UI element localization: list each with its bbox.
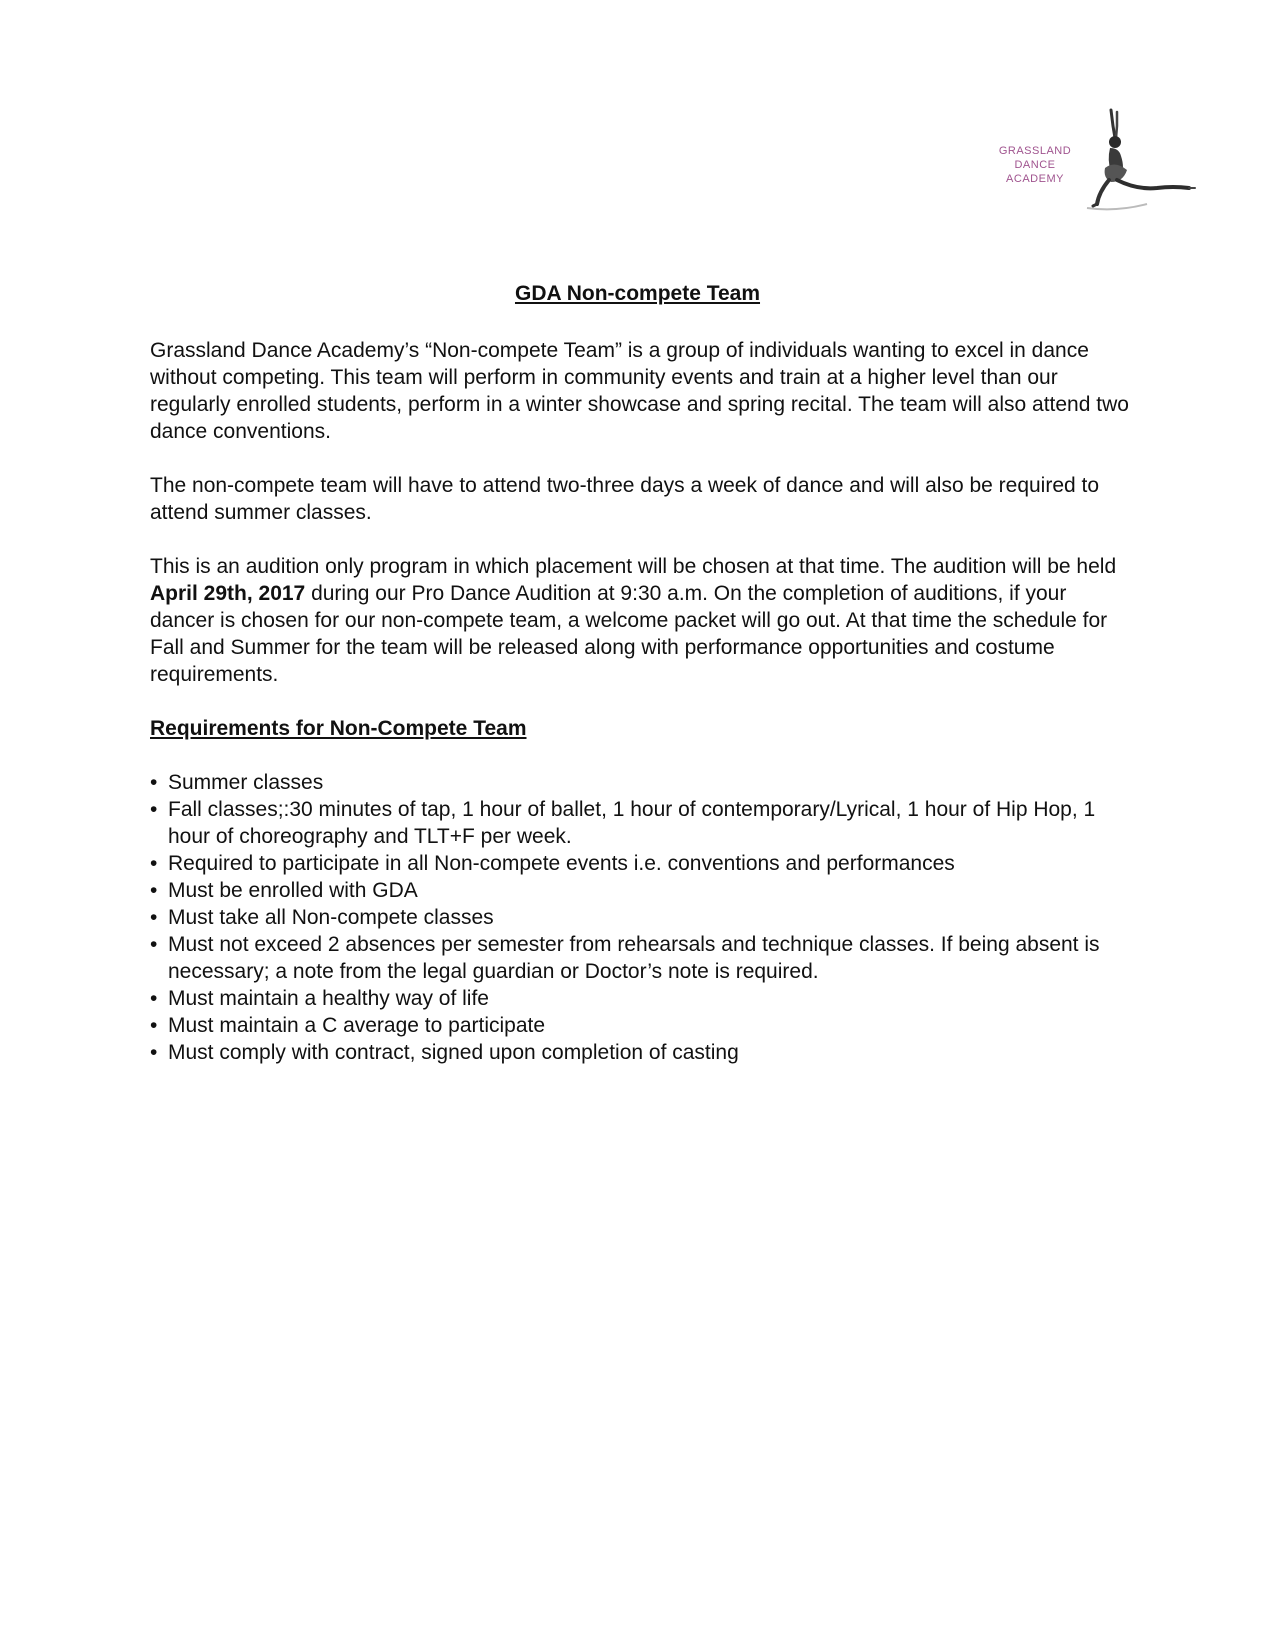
requirements-list [150, 769, 1130, 1066]
list-item: • Must take all Non-compete classes [150, 904, 1130, 931]
logo-wordmark [985, 144, 1085, 186]
document-body [150, 337, 1130, 1066]
attendance-paragraph: The non-compete team will have to attend two-three days a week of dance and will also be required to attend summer classes. [150, 474, 1100, 524]
intro-paragraph: Grassland Dance Academy’s “Non-compete Team” is a group of individuals wanting to excel in dance without competing. This team will perform in community events and train at a higher level than our regularly enrolled students, perform in a winter showcase and spring recital. The team will also attend two dance conventions. [150, 339, 1129, 443]
list-item: • Summer classes [150, 769, 1130, 796]
list-item: • Required to participate in all Non-compete events i.e. conventions and performances [150, 850, 1130, 877]
page-title: GDA Non-compete Team [514, 282, 761, 305]
logo-line-2: DANCE [1014, 159, 1056, 171]
audition-text-after: during our Pro Dance Audition at 9:30 a.m. On the completion of auditions, if your dancer is chosen for our non-compete team, a welcome packet will go out. At that time the schedule for Fall and Summer for the team will be released along with performance opportunities and costume requirements. [150, 582, 1108, 686]
logo-line-3: ACADEMY [1006, 173, 1064, 185]
list-item: • Must not exceed 2 absences per semester from rehearsals and technique classes. If being absent is necessary; a note from the legal guardian or Doctor’s note is required. [150, 931, 1130, 985]
list-item: • Must comply with contract, signed upon completion of casting [150, 1039, 1130, 1066]
list-item: • Must maintain a healthy way of life [150, 985, 1130, 1012]
dancer-figure-icon [1077, 108, 1197, 220]
list-item: • Fall classes;:30 minutes of tap, 1 hour of ballet, 1 hour of contemporary/Lyrical, 1 hour of Hip Hop, 1 hour of choreography and TLT+F per week. [150, 796, 1130, 850]
list-item: • Must be enrolled with GDA [150, 877, 1130, 904]
requirements-heading: Requirements for Non-Compete Team [150, 717, 527, 740]
audition-text-before: This is an audition only program in which placement will be chosen at that time. The audition will be held [150, 555, 1117, 578]
academy-logo [985, 108, 1197, 220]
audition-paragraph [150, 553, 1130, 688]
list-item: • Must maintain a C average to participate [150, 1012, 1130, 1039]
logo-line-1: GRASSLAND [998, 145, 1072, 157]
audition-date: April 29th, 2017 [150, 582, 306, 605]
